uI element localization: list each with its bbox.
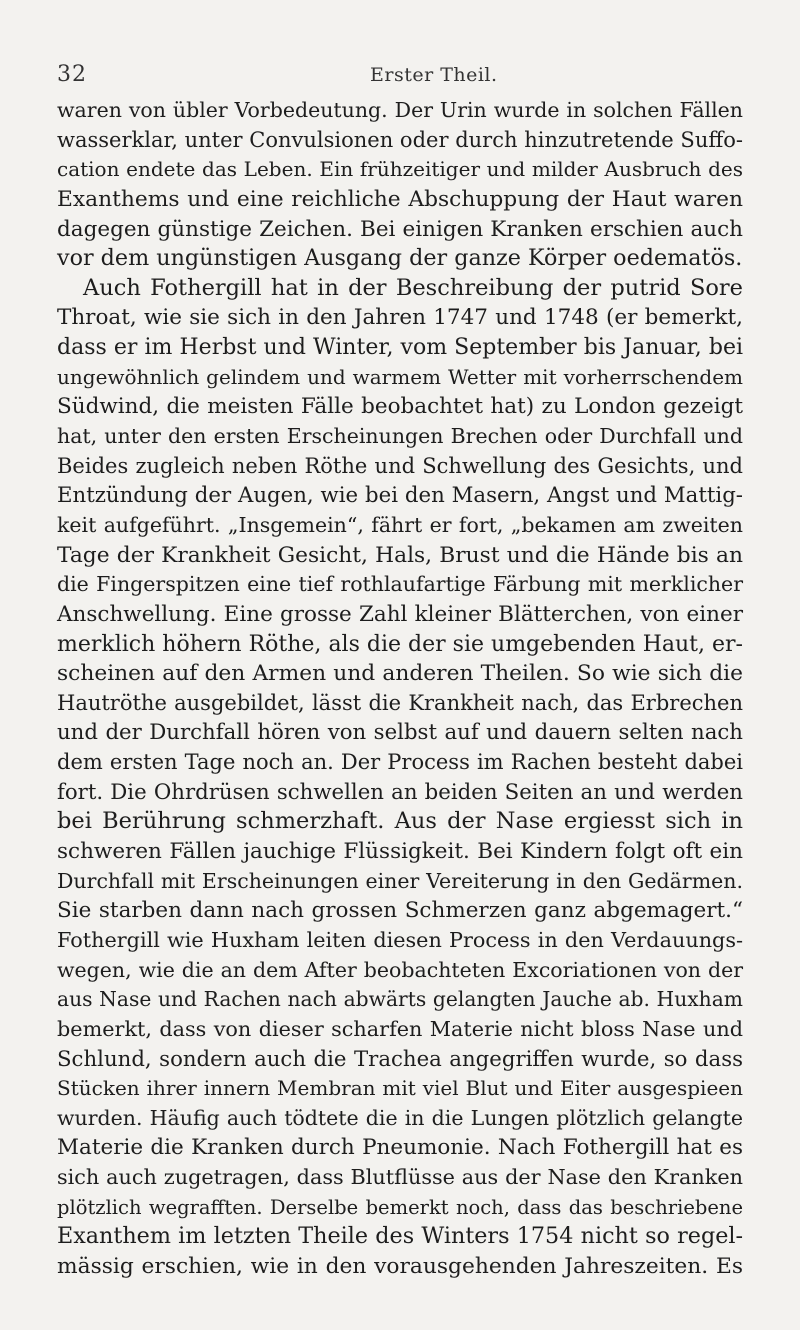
text-line: waren von übler Vorbedeutung. Der Urin wurde in solchen Fällen xyxy=(57,98,743,122)
text-line: keit aufgeführt. „Insgemein“, fährt er fort, „bekamen am zweiten xyxy=(57,512,743,537)
text-line: Materie die Kranken durch Pneumonie. Nach Fothergill hat es xyxy=(57,1135,743,1161)
text-line: Anschwellung. Eine grosse Zahl kleiner Blätterchen, von einer xyxy=(57,601,743,627)
text-line: hat, unter den ersten Erscheinungen Brechen oder Durchfall und xyxy=(57,424,743,449)
text-line: mässig erschien, wie in den vorausgehenden Jahreszeiten. Es xyxy=(57,1253,743,1279)
page-number: 32 xyxy=(57,62,87,87)
text-line: Entzündung der Augen, wie bei den Masern, Angst und Mattig- xyxy=(57,483,743,509)
text-line: bemerkt, dass von dieser scharfen Materie nicht bloss Nase und xyxy=(57,1016,743,1041)
text-line: Tage der Krankheit Gesicht, Hals, Brust und die Hände bis an xyxy=(57,542,743,568)
text-line: Schlund, sondern auch die Trachea angegriffen wurde, so dass xyxy=(57,1046,743,1072)
text-line: dass er im Herbst und Winter, vom September bis Januar, bei xyxy=(57,335,743,361)
text-line: Throat, wie sie sich in den Jahren 1747 und 1748 (er bemerkt, xyxy=(57,305,743,331)
text-line: die Fingerspitzen eine tief rothlaufartige Färbung mit merklicher xyxy=(57,572,743,597)
text-line: schweren Fällen jauchige Flüssigkeit. Bei Kindern folgt oft ein xyxy=(57,839,743,865)
text-line: Stücken ihrer innern Membran mit viel Blut und Eiter ausgespieen xyxy=(57,1076,743,1101)
text-line: vor dem ungünstigen Ausgang der ganze Körper oedematös. xyxy=(57,245,743,272)
text-line: Fothergill wie Huxham leiten diesen Process in den Verdauungs- xyxy=(57,927,743,952)
text-line: fort. Die Ohrdrüsen schwellen an beiden Seiten an und werden xyxy=(57,779,743,805)
text-line: Hautröthe ausgebildet, lässt die Krankheit nach, das Erbrechen xyxy=(57,690,743,715)
text-line: wegen, wie die an dem After beobachteten Excoriationen von der xyxy=(57,957,743,982)
text-line: und der Durchfall hören von selbst auf und dauern selten nach xyxy=(57,720,743,746)
text-line: Exanthem im letzten Theile des Winters 1754 nicht so regel- xyxy=(57,1223,743,1250)
text-line: bei Berührung schmerzhaft. Aus der Nase ergiesst sich in xyxy=(57,808,743,835)
text-line: Auch Fothergill hat in der Beschreibung der putrid Sore xyxy=(83,274,743,301)
text-line: Sie starben dann nach grossen Schmerzen ganz abgemagert.“ xyxy=(57,898,743,924)
text-line: cation endete das Leben. Ein frühzeitiger und milder Ausbruch des xyxy=(57,157,743,182)
text-line: aus Nase und Rachen nach abwärts gelangten Jauche ab. Huxham xyxy=(57,987,743,1012)
text-line: Exanthems und eine reichliche Abschuppung der Haut waren xyxy=(57,186,743,212)
text-line: Beides zugleich neben Röthe und Schwellung des Gesichts, und xyxy=(57,453,743,478)
text-line: Südwind, die meisten Fälle beobachtet hat) zu London gezeigt xyxy=(57,394,743,420)
text-line: plötzlich wegrafften. Derselbe bemerkt noch, dass das beschriebene xyxy=(57,1195,743,1219)
running-title: Erster Theil. xyxy=(370,64,498,86)
body-text xyxy=(57,96,743,1282)
text-line: wurden. Häufig auch tödtete die in die Lungen plötzlich gelangte xyxy=(57,1105,743,1130)
text-line: dem ersten Tage noch an. Der Process im Rachen besteht dabei xyxy=(57,750,743,775)
text-line: scheinen auf den Armen und anderen Theilen. So wie sich die xyxy=(57,661,743,687)
text-line: Durchfall mit Erscheinungen einer Vereiterung in den Gedärmen. xyxy=(57,868,743,893)
text-line: wasserklar, unter Convulsionen oder durch hinzutretende Suffo- xyxy=(57,127,743,152)
text-line: merklich höhern Röthe, als die der sie umgebenden Haut, er- xyxy=(57,631,743,657)
text-line: dagegen günstige Zeichen. Bei einigen Kranken erschien auch xyxy=(57,216,743,242)
text-line: ungewöhnlich gelindem und warmem Wetter mit vorherrschendem xyxy=(57,364,743,389)
text-line: sich auch zugetragen, dass Blutflüsse aus der Nase den Kranken xyxy=(57,1165,743,1190)
